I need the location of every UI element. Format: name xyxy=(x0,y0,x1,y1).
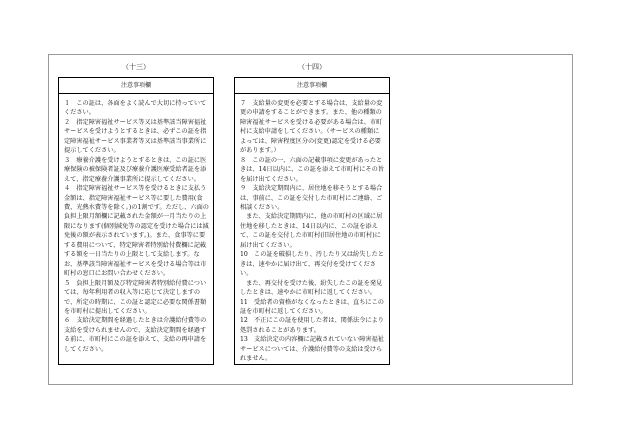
note-7: ７ 支給量の変更を必要とする場合は、支給量の変更の申請をすることができます。また、他の種類の障害福祉サービスを受ける必要がある場合は、市町村に支給申請をしてください。（サービスの種類によっては、障害程度区分の(変更)認定を受ける必要があります。） xyxy=(240,100,383,155)
panel-14-notes xyxy=(235,94,389,364)
panel-14-header: 注意事項欄 xyxy=(235,78,389,94)
note-5: ５ 負担上限月額及び特定障害者特別給付費については、毎年利用者の収入等に応じて決定しますので、所定の時期に、この証と認定に必要な関係書類を市町村に提出してください。 xyxy=(64,279,207,315)
note-10: 10 この証を破損したり、汚したり又は紛失したときは、速やかに届け出て、再交付を受けてください。 また、再交付を受けた後、紛失したこの証を発見したときは、速やかに市町村に返してください。 xyxy=(240,251,384,297)
note-6: ６ 支給決定期間を経過したときは介護給付費等の支給を受けられませんので、支給決定期間を経過する前に、市町村にこの証を添えて、支給の再申請をしてください。 xyxy=(64,317,207,353)
note-8: ８ この証の一、六面の記載事項に変更があったときは、14日以内に、この証を添えて市町村にその旨を届け出てください。 xyxy=(240,156,384,183)
panel-14 xyxy=(234,77,390,365)
note-3: ３ 療養介護を受けようとするときは、この証に医療保険の被保険者証及び療養介護医療受給者証を添えて、指定療養介護事業所に提示してください。 xyxy=(64,156,207,183)
note-4: ４ 指定障害福祉サービス等を受けるときに支払う金額は、指定障害福祉サービス等に要した費用(食費、光熱水費等を除く。)の1割です。ただし、六面の負担上限月額欄に記載された金額が一月当たりの上限になります(個別減免等の認定を受けた場合には減免後の額が表示されています。)。また、食事等に要する費用について、特定障害者特別給付費欄に記載する額を一日当たりの上限として支給します。なお、基準該当障害福祉サービスを受ける場合等は市町村の窓口にお問い合わせください。 xyxy=(64,185,209,278)
panel-13 xyxy=(58,77,214,365)
panel-14-number: （十四） xyxy=(298,63,326,71)
note-9: ９ 支給決定期間内に、居住地を移そうとする場合は、事前に、この証を交付した市町村にご連絡、ご相談ください。 また、支給決定期間内に、他の市町村の区域に居住地を移したときは、14日以内に、この証を添えて、この証を交付した市町村(旧居住地の市町村)に届け出てください。 xyxy=(240,185,383,249)
note-13: 13 支給決定の内容欄に記載されていない障害福祉サービスについては、介護給付費等の支給は受けられません。 xyxy=(240,336,384,363)
note-1: １ この証は、各面をよく読んで大切に持っていてください。 xyxy=(64,100,207,117)
note-11: 11 受給者の資格がなくなったときは、直ちにこの証を市町村に返してください。 xyxy=(240,298,384,315)
panel-13-notes xyxy=(59,94,213,354)
note-2: ２ 指定障害福祉サービス等又は基準該当障害福祉サービスを受けようとするときは、必ずこの証を指定障害福祉サービス事業者等又は基準該当事業所に提示してください。 xyxy=(64,118,207,155)
panel-13-header: 注意事項欄 xyxy=(59,78,213,94)
panel-13-number: （十三） xyxy=(122,63,150,71)
note-12: 12 不正にこの証を使用した者は、関係法令により処罰されることがあります。 xyxy=(240,317,384,334)
